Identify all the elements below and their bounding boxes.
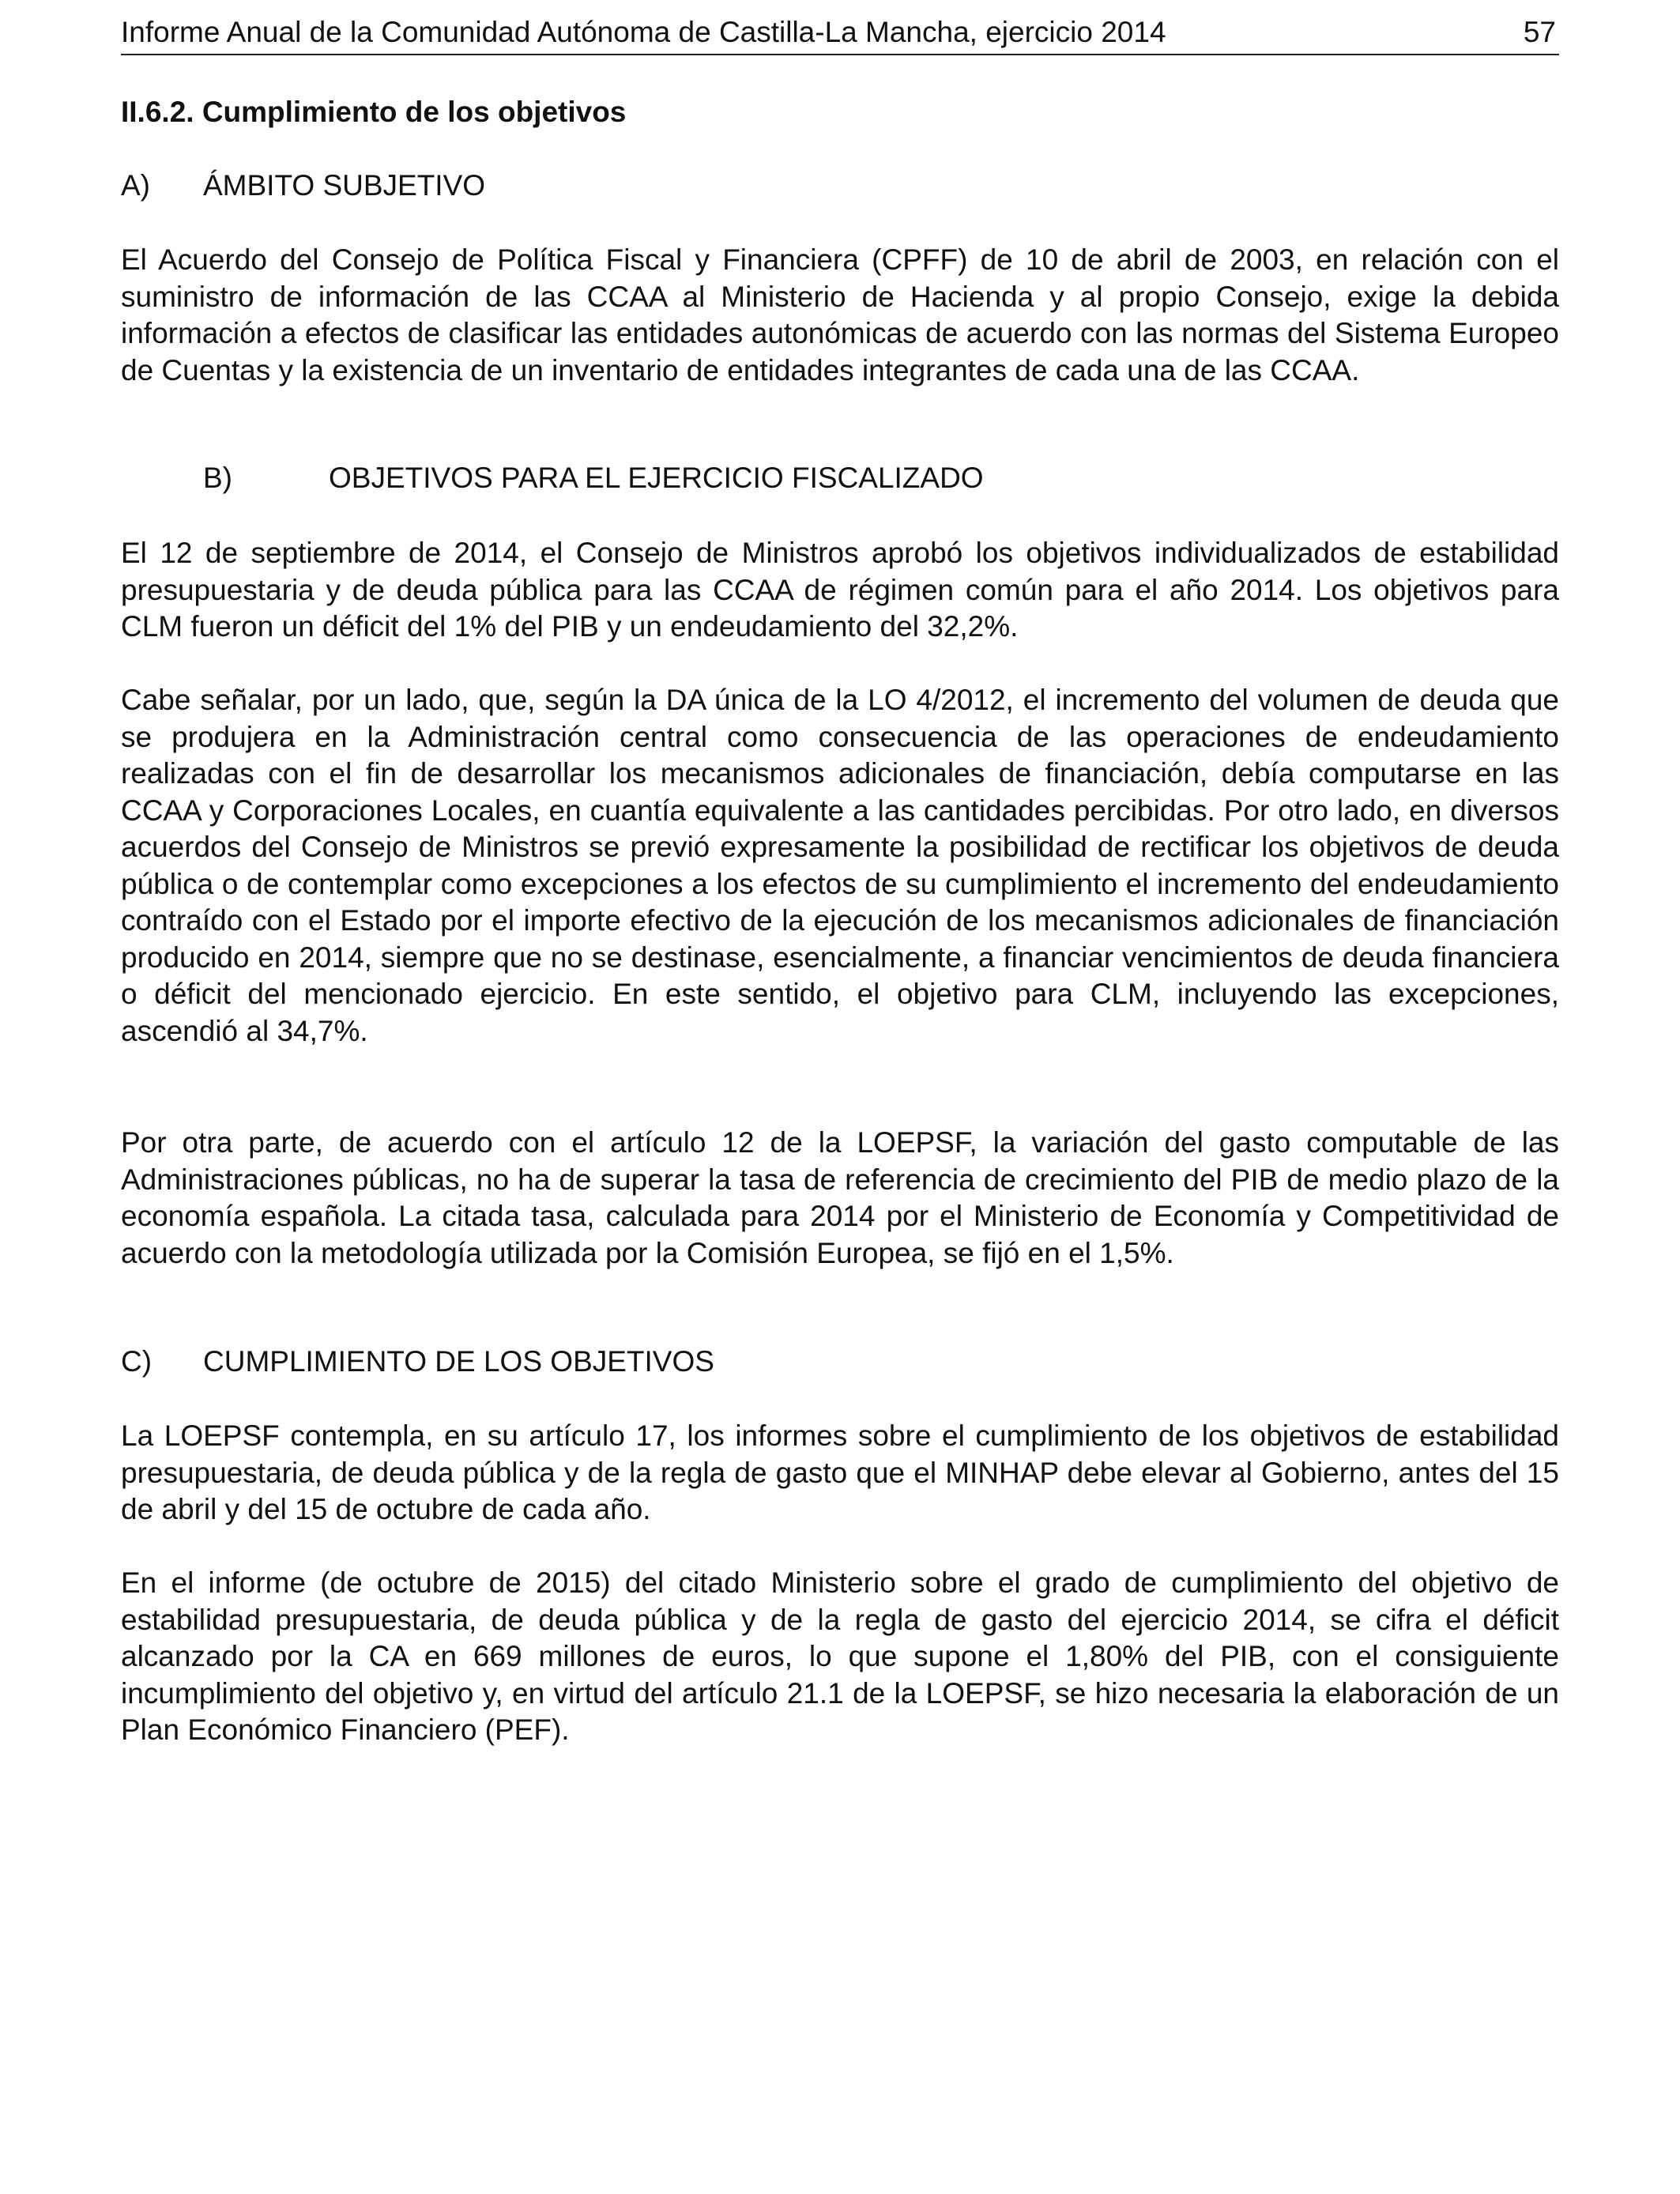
paragraph-ambito: El Acuerdo del Consejo de Política Fiscal y Financiera (CPFF) de 10 de abril de 2003, en relación con el suministro de información de las CCAA al Ministerio de Hacienda y al propio Consejo, exige la debida información a efectos de clasificar las entidades autonómicas de acuerdo con las normas del Sistema Europeo de Cuentas y la existencia de un inventario de entidades integrantes de cada una de las CCAA. [121,243,1559,386]
paragraph-excepciones: Cabe señalar, por un lado, que, según la DA única de la LO 4/2012, el incremento del volumen de deuda que se produjera en la Administración central como consecuencia de las operaciones de endeudamiento realizadas con el fin de desarrollar los mecanismos adicionales de financiación, debía computarse en las CCAA y Corporaciones Locales, en cuantía equivalente a las cantidades percibidas. Por otro lado, en diversos acuerdos del Consejo de Ministros se previó expresamente la posibilidad de rectificar los objetivos de deuda pública o de contemplar como excepciones a los efectos de su cumplimiento el incremento del endeudamiento contraído con el Estado por el importe efectivo de la ejecución de los mecanismos adicionales de financiación producido en 2014, siempre que no se destinase, esencialmente, a financiar vencimientos de deuda financiera o déficit del mencionado ejercicio. En este sentido, el objetivo para CLM, incluyendo las excepciones, ascendió al 34,7%. [121,684,1559,1047]
page-number: 57 [1523,16,1556,48]
subsection-label-c: CUMPLIMIENTO DE LOS OBJETIVOS [203,1345,714,1378]
section-title: II.6.2. Cumplimiento de los objetivos [121,96,627,128]
paragraph-deficit: En el informe (de octubre de 2015) del citado Ministerio sobre el grado de cumplimiento del objetivo de estabilidad presupuestaria, de deuda pública y de la regla de gasto del ejercicio 2014, se cifra el déficit alcanzado por la CA en 669 millones de euros, lo que supone el 1,80% del PIB, con el consiguiente incumplimiento del objetivo y, en virtud del artículo 21.1 de la LOEPSF, se hizo necesaria la elaboración de un Plan Económico Financiero (PEF). [121,1566,1559,1746]
subsection-letter-a: A) [121,169,150,202]
subsection-letter-b: B) [203,462,232,494]
subsection-label-a: ÁMBITO SUBJETIVO [203,169,486,202]
subsection-label-b: OBJETIVOS PARA EL EJERCICIO FISCALIZADO [329,462,984,494]
paragraph-informes: La LOEPSF contempla, en su artículo 17, los informes sobre el cumplimiento de los objetivos de estabilidad presupuestaria, de deuda pública y de la regla de gasto que el MINHAP debe elevar al Gobierno, antes del 15 de abril y del 15 de octubre de cada año. [121,1419,1559,1525]
paragraph-regla-gasto: Por otra parte, de acuerdo con el artículo 12 de la LOEPSF, la variación del gasto computable de las Administraciones públicas, no ha de superar la tasa de referencia de crecimiento del PIB de medio plazo de la economía española. La citada tasa, calculada para 2014 por el Ministerio de Economía y Competitividad de acuerdo con la metodología utilizada por la Comisión Europea, se fijó en el 1,5%. [121,1126,1559,1269]
header-title: Informe Anual de la Comunidad Autónoma de Castilla-La Mancha, ejercicio 2014 [121,16,1166,48]
subsection-heading-a [121,166,486,205]
paragraph-objetivos: El 12 de septiembre de 2014, el Consejo de Ministros aprobó los objetivos individualizados de estabilidad presupuestaria y de deuda pública para las CCAA de régimen común para el año 2014. Los objetivos para CLM fueron un déficit del 1% del PIB y un endeudamiento del 32,2%. [121,537,1559,643]
subsection-heading-b [203,458,984,498]
subsection-heading-c [121,1342,714,1382]
page-header [121,11,1559,55]
subsection-letter-c: C) [121,1345,153,1378]
